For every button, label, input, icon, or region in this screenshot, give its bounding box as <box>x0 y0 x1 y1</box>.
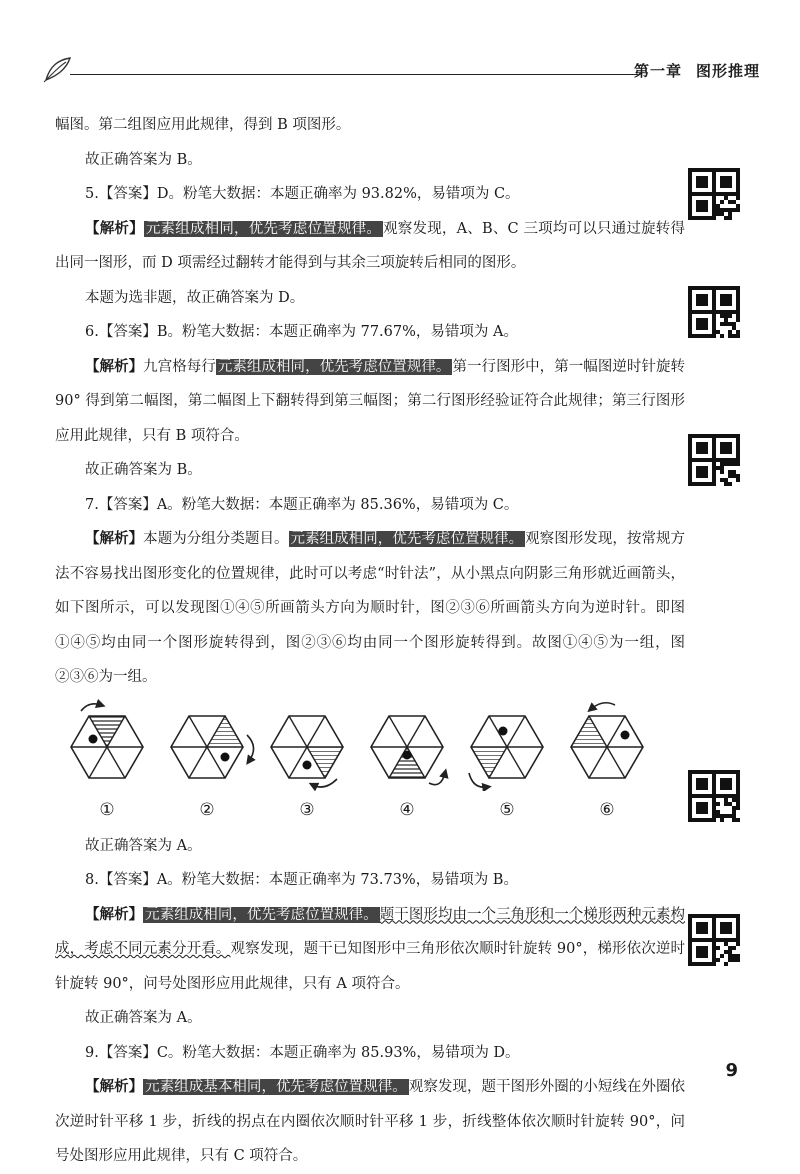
q5-answer: 5.【答案】D。粉笔大数据：本题正确率为 93.82%，易错项为 C。 <box>85 186 520 202</box>
analysis-text: 第一行图形中，第一幅图逆时针旋转 90° 得到第二幅图，第二幅图上下翻转得到第三幅图；第二行图形经验证符合此规律；第三行图形应用此规律，只有 B 项符合。 <box>55 358 686 444</box>
figure-label-2: ② <box>199 799 215 820</box>
analysis-text: 观察图形发现，按常规方法不容易找出图形变化的位置规律，此时可以考虑“时针法”，从小黑点向阴影三角形就近画箭头，如下图所示，可以发现图①④⑤所画箭头方向为顺时针，图②③⑥所画箭头方向为逆时针。即图①④⑤均由同一个图形旋转得到，图②③⑥均由同一个图形旋转得到。故图①④⑤为一组，图②③⑥为一组。 <box>55 531 686 685</box>
analysis-text: 观察发现，A、B、C 三项均可以只通过旋转得出同一图形，而 D 项需经过翻转才能得到与其余三项旋转后相同的图形。 <box>55 220 686 271</box>
analysis-tag: 【解析】 <box>85 219 144 237</box>
highlight: 元素组成相同，优先考虑位置规律。 <box>217 358 451 375</box>
chapter-title <box>634 60 760 81</box>
qr-code-icon[interactable] <box>688 168 740 220</box>
analysis-text: 观察发现，题干图形外圈的小短线在外圈依次逆时针平移 1 步，折线的拐点在内圈依次顺时针平移 1 步，折线整体依次顺时针旋转 90°，问号处图形应用此规律，只有 C 项符合。 <box>55 1079 686 1164</box>
qr-code-icon[interactable] <box>688 770 740 822</box>
q7-answer: 7.【答案】A。粉笔大数据：本题正确率为 85.36%，易错项为 C。 <box>85 496 519 513</box>
q5-analysis <box>55 212 685 281</box>
figure-label-1: ① <box>99 799 115 820</box>
figure-label-3: ③ <box>299 799 315 820</box>
running-header <box>40 52 760 86</box>
q6-conclusion: 故正确答案为 B。 <box>85 462 202 478</box>
q6-answer: 6.【答案】B。粉笔大数据：本题正确率为 77.67%，易错项为 A。 <box>85 324 518 340</box>
q7-conclusion: 故正确答案为 A。 <box>85 837 202 854</box>
page-number: 9 <box>725 1060 738 1081</box>
chapter-name: 图形推理 <box>695 62 760 80</box>
analysis-text: 本题为分组分类题目。 <box>143 531 289 547</box>
highlight: 元素组成基本相同，优先考虑位置规律。 <box>145 1079 407 1095</box>
highlight: 元素组成相同，优先考虑位置规律。 <box>145 220 382 237</box>
q8-conclusion: 故正确答案为 A。 <box>85 1010 202 1026</box>
analysis-tag: 【解析】 <box>85 905 144 923</box>
q9-analysis <box>55 1070 685 1174</box>
analysis-text: 九宫格每行 <box>143 358 216 375</box>
q5-conclusion: 本题为选非题，故正确答案为 D。 <box>85 289 305 306</box>
figure-label-6: ⑥ <box>599 799 615 820</box>
analysis-text: 观察发现，题干已知图形中三角形依次顺时针旋转 90°，梯形依次逆时针旋转 90°，问号处图形应用此规律，只有 A 项符合。 <box>55 941 685 992</box>
analysis-tag: 【解析】 <box>85 357 144 375</box>
hexagon-figures <box>25 699 685 791</box>
highlight: 元素组成相同，优先考虑位置规律。 <box>290 531 524 547</box>
analysis-tag: 【解析】 <box>85 1078 144 1095</box>
analysis-tag: 【解析】 <box>85 530 144 547</box>
hexagon-figure-4 <box>371 716 445 785</box>
leaf-icon <box>40 52 74 86</box>
hexagon-figure-1 <box>71 703 143 777</box>
q6-analysis <box>55 350 685 454</box>
q9-answer: 9.【答案】C。粉笔大数据：本题正确率为 85.93%，易错项为 D。 <box>85 1044 520 1061</box>
page-body <box>55 108 685 1174</box>
figure-label-5: ⑤ <box>499 799 515 820</box>
chapter-label: 第一章 <box>633 62 682 80</box>
underlined-text: 题干图形均由一个三角形和一个梯形两种元素构成，考虑不同元素分开看。 <box>55 906 686 957</box>
figure-label-4: ④ <box>399 799 415 820</box>
qr-code-icon[interactable] <box>688 286 740 338</box>
hexagon-figure-3 <box>271 716 343 787</box>
hexagon-figure-6 <box>571 702 643 777</box>
paragraph: 幅图。第二组图应用此规律，得到 B 项图形。 <box>55 117 351 133</box>
header-rule <box>70 74 638 75</box>
paragraph: 故正确答案为 B。 <box>85 151 202 168</box>
q8-answer: 8.【答案】A。粉笔大数据：本题正确率为 73.73%，易错项为 B。 <box>85 872 518 888</box>
qr-code-icon[interactable] <box>688 914 740 966</box>
q7-analysis <box>55 522 685 695</box>
hexagon-figure-2 <box>171 716 254 778</box>
q8-analysis <box>55 898 685 1002</box>
hexagon-figure-row <box>25 699 685 829</box>
highlight: 元素组成相同，优先考虑位置规律。 <box>145 906 378 923</box>
hexagon-figure-5 <box>469 716 543 787</box>
qr-code-icon[interactable] <box>688 434 740 486</box>
